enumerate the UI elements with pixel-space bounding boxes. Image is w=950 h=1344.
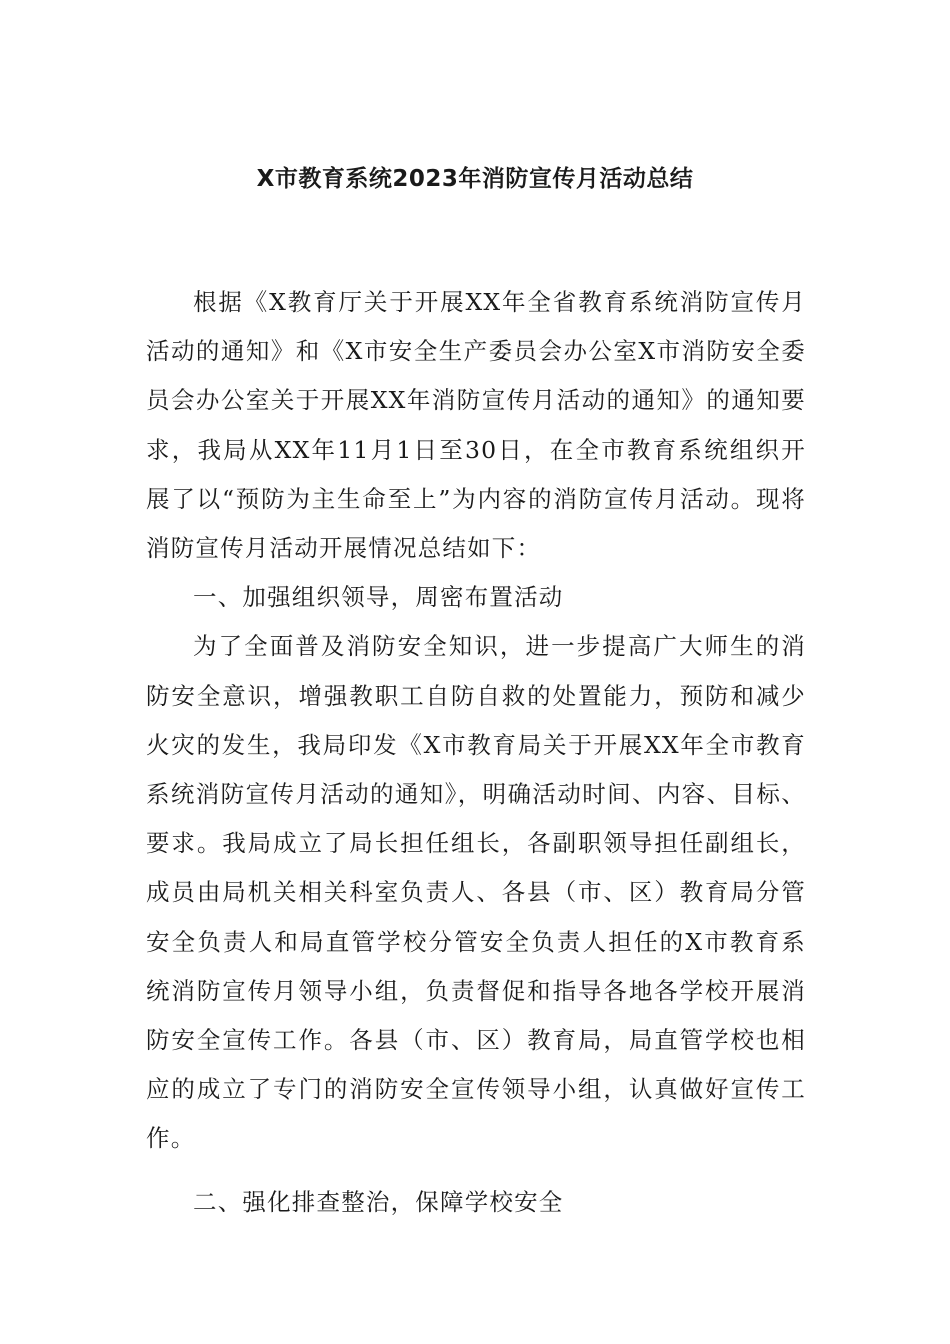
document-body xyxy=(146,278,806,1227)
intro-paragraph: 根据《X教育厅关于开展XX年全省教育系统消防宣传月活动的通知》和《X市安全生产委员会办公室X市消防安全委员会办公室关于开展XX年消防宣传月活动的通知》的通知要求，我局从XX年11月1日至30日，在全市教育系统组织开展了以“预防为主生命至上”为内容的消防宣传月活动。现将消防宣传月活动开展情况总结如下： xyxy=(146,288,806,563)
section-heading-2: 二、强化排查整治，保障学校安全 xyxy=(193,1187,564,1216)
section-heading-1: 一、加强组织领导，周密布置活动 xyxy=(193,583,564,612)
section-1-paragraph: 为了全面普及消防安全知识，进一步提高广大师生的消防安全意识，增强教职工自防自救的处置能力，预防和减少火灾的发生，我局印发《X市教育局关于开展XX年全市教育系统消防宣传月活动的通知》，明确活动时间、内容、目标、要求。我局成立了局长担任组长，各副职领导担任副组长，成员由局机关相关科室负责人、各县（市、区）教育局分管安全负责人和局直管学校分管安全负责人担任的X市教育系统消防宣传月领导小组，负责督促和指导各地各学校开展消防安全宣传工作。各县（市、区）教育局，局直管学校也相应的成立了专门的消防安全宣传领导小组，认真做好宣传工作。 xyxy=(146,632,806,1153)
document-title: X市教育系统2023年消防宣传月活动总结 xyxy=(256,166,694,192)
